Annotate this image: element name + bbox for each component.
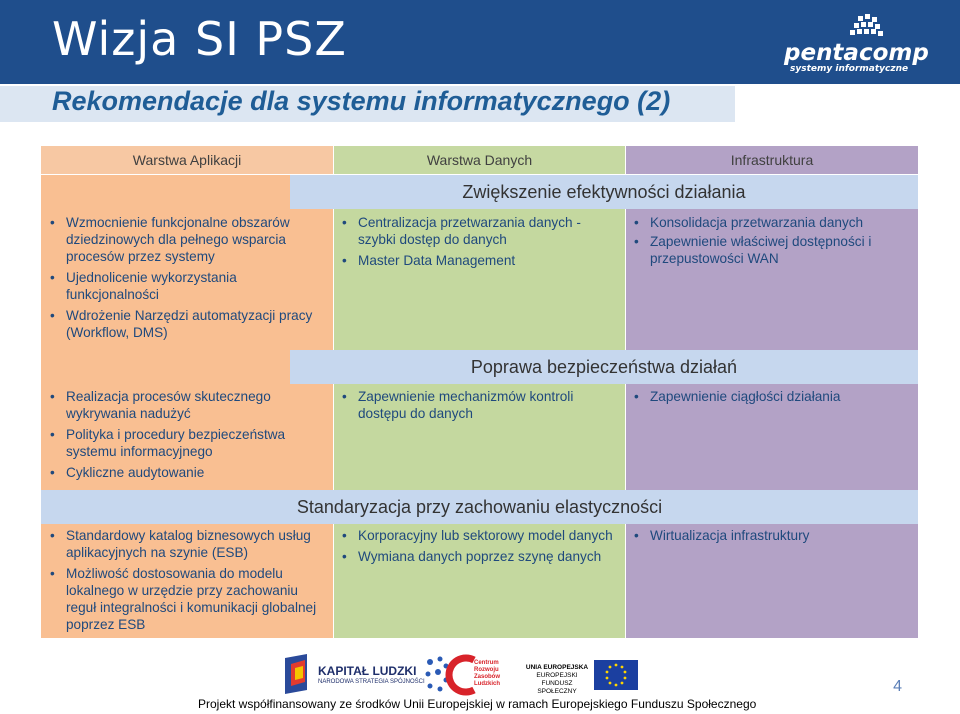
list-item: • Wirtualizacja infrastruktury	[630, 527, 910, 544]
crzl-line: Ludzkich	[474, 681, 501, 687]
list-item: • Realizacja procesów skutecznego wykrywania nadużyć	[46, 388, 326, 422]
crzl-line: Rozwoju	[474, 667, 499, 673]
page-number: 4	[893, 678, 902, 695]
kapital-ludzki-sublabel: NARODOWA STRATEGIA SPÓJNOŚCI	[318, 679, 425, 685]
pentacomp-mark-icon	[844, 14, 888, 40]
section1-infrastructure-list	[630, 214, 910, 271]
list-item: • Konsolidacja przetwarzania danych	[630, 214, 910, 231]
list-item: • Wzmocnienie funkcjonalne obszarów dziedzinowych dla pełnego wsparcia procesów przez systemy	[46, 214, 326, 265]
column-header-infrastructure: Infrastruktura	[626, 146, 918, 174]
column-header-data: Warstwa Danych	[334, 146, 625, 174]
kapital-ludzki-label: KAPITAŁ LUDZKI	[318, 664, 417, 678]
list-item: • Zapewnienie ciągłości działania	[630, 388, 910, 405]
list-item: • Możliwość dostosowania do modelu lokalnego w urzędzie przy zachowaniu reguł integralności i komunikacji globalnej poprzez ESB	[46, 565, 326, 633]
section-title-efficiency: Zwiększenie efektywności działania	[290, 175, 918, 209]
crzl-line: Centrum	[474, 660, 499, 666]
eu-line: UNIA EUROPEJSKA	[525, 664, 589, 671]
list-item: • Centralizacja przetwarzania danych - szybki dostęp do danych	[338, 214, 618, 248]
eu-flag-icon	[594, 660, 638, 690]
eu-line: FUNDUSZ SPOŁECZNY	[537, 680, 577, 695]
section2-infrastructure-list	[630, 388, 910, 409]
list-item: • Wdrożenie Narzędzi automatyzacji pracy (Workflow, DMS)	[46, 307, 326, 341]
footer-logos	[0, 652, 960, 698]
list-item: • Korporacyjny lub sektorowy model danych	[338, 527, 618, 544]
slide-subtitle: Rekomendacje dla systemu informatycznego (2)	[52, 86, 671, 116]
crzl-logo-icon	[444, 654, 478, 696]
crzl-line: Zasobów	[474, 674, 501, 680]
section2-data-list	[338, 388, 618, 426]
list-item: • Zapewnienie właściwej dostępności i przepustowości WAN	[630, 233, 910, 267]
kapital-ludzki-flag-icon	[283, 652, 313, 694]
list-item: • Zapewnienie mechanizmów kontroli dostępu do danych	[338, 388, 618, 422]
section3-infrastructure-list	[630, 527, 910, 548]
logo-subtext: systemy informatyczne	[790, 64, 909, 74]
section-title-security: Poprawa bezpieczeństwa działań	[290, 350, 918, 384]
section-title-standardization: Standaryzacja przy zachowaniu elastyczności	[41, 490, 918, 524]
crzl-label	[474, 660, 500, 688]
eu-line: EUROPEJSKI	[536, 672, 578, 679]
logo-text: pentacomp	[784, 40, 929, 66]
list-item: • Cykliczne audytowanie	[46, 464, 326, 481]
section2-application-list	[46, 388, 326, 485]
list-item: • Standardowy katalog biznesowych usług aplikacyjnych na szynie (ESB)	[46, 527, 326, 561]
pentacomp-logo	[784, 14, 932, 74]
column-header-application: Warstwa Aplikacji	[41, 146, 333, 174]
list-item: • Polityka i procedury bezpieczeństwa systemu informacyjnego	[46, 426, 326, 460]
slide-title: Wizja SI PSZ	[52, 12, 347, 66]
list-item: • Ujednolicenie wykorzystania funkcjonalności	[46, 269, 326, 303]
list-item: • Master Data Management	[338, 252, 618, 269]
section1-application-list	[46, 214, 326, 345]
list-item: • Wymiana danych poprzez szynę danych	[338, 548, 618, 565]
section3-application-list	[46, 527, 326, 637]
eu-label	[524, 664, 590, 696]
section3-data-list	[338, 527, 618, 569]
footer-text: Projekt współfinansowany ze środków Unii Europejskiej w ramach Europejskiego Funduszu Społecznego	[198, 697, 757, 711]
section1-data-list	[338, 214, 618, 273]
